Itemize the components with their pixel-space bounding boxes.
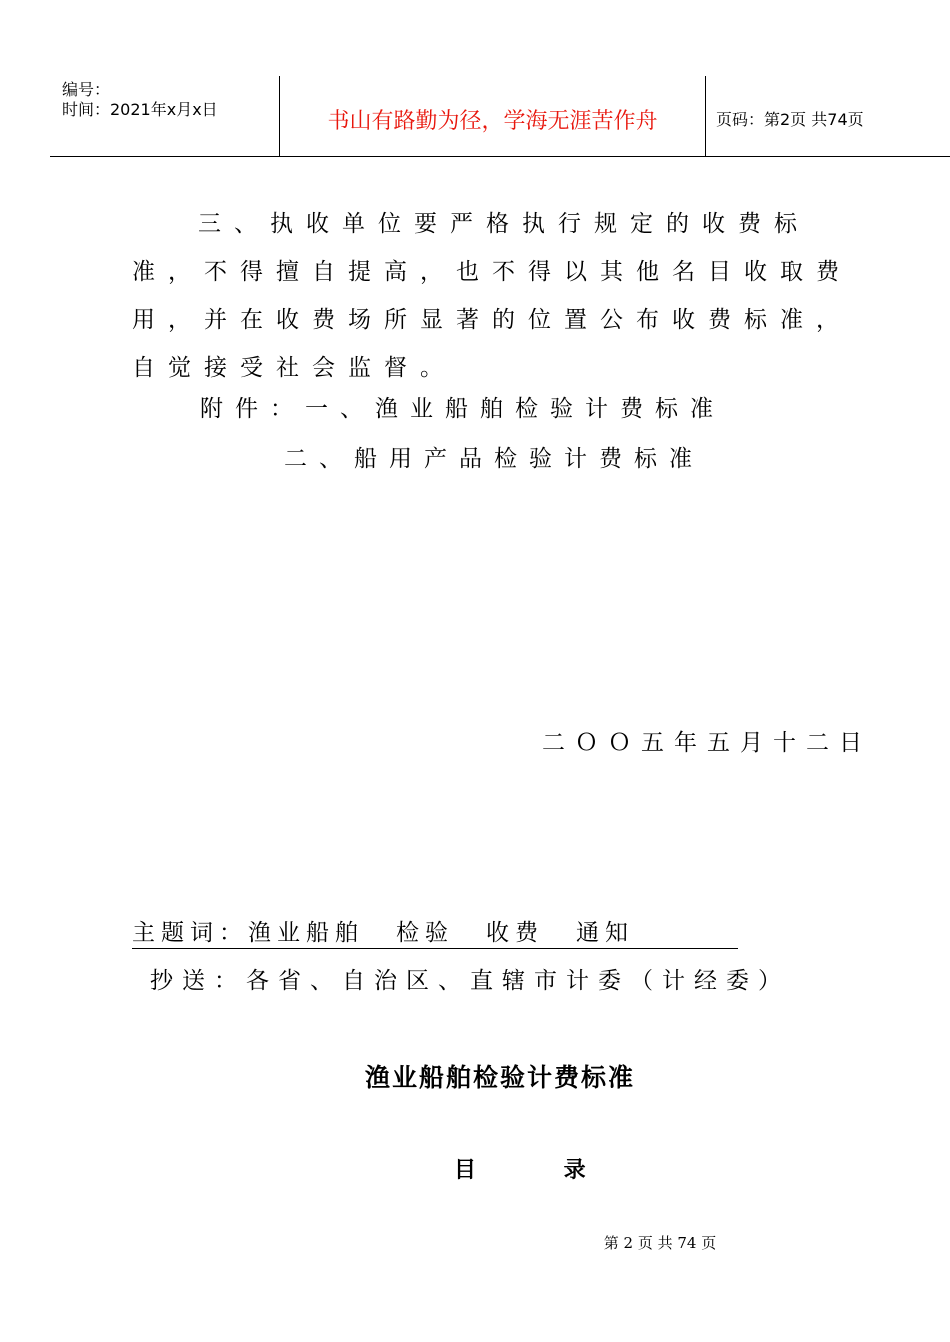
toc-heading: 目 录 <box>454 1158 626 1183</box>
header-meta <box>62 80 218 120</box>
clause-three-paragraph: 三、执收单位要严格执行规定的收费标准，不得擅自提高，也不得以其他名目收取费用，并在收费场所显著的位置公布收费标准，自觉接受社会监督。 <box>132 211 852 381</box>
subject-label: 主题词： <box>132 920 248 946</box>
document-number-label: 编号： <box>62 80 111 99</box>
attachment-line-2: 二、船用产品检验计费标准 <box>284 446 704 472</box>
page-footer: 第 2 页 共 74 页 <box>603 1234 717 1252</box>
header-page-info: 页码：第2页 共74页 <box>716 110 864 129</box>
notice-body <box>132 200 862 392</box>
subject-keyword: 收费 <box>486 920 544 946</box>
subject-keyword: 渔业船舶 <box>248 920 364 946</box>
subject-words-line <box>132 914 738 949</box>
header-divider <box>705 76 706 156</box>
carbon-copy-line: 抄送：各省、自治区、直辖市计委（计经委） <box>150 968 790 994</box>
subject-keyword: 通知 <box>576 920 634 946</box>
attachment-line-1: 附件：一、渔业船舶检验计费标准 <box>200 396 725 422</box>
page-header <box>50 74 950 157</box>
header-motto: 书山有路勤为径，学海无涯苦作舟 <box>327 109 658 134</box>
subject-keyword: 检验 <box>396 920 454 946</box>
issue-date: 二ＯＯ五年五月十二日 <box>542 730 872 756</box>
document-title: 渔业船舶检验计费标准 <box>364 1063 635 1092</box>
document-time-label: 时间：2021年x月x日 <box>62 100 218 119</box>
